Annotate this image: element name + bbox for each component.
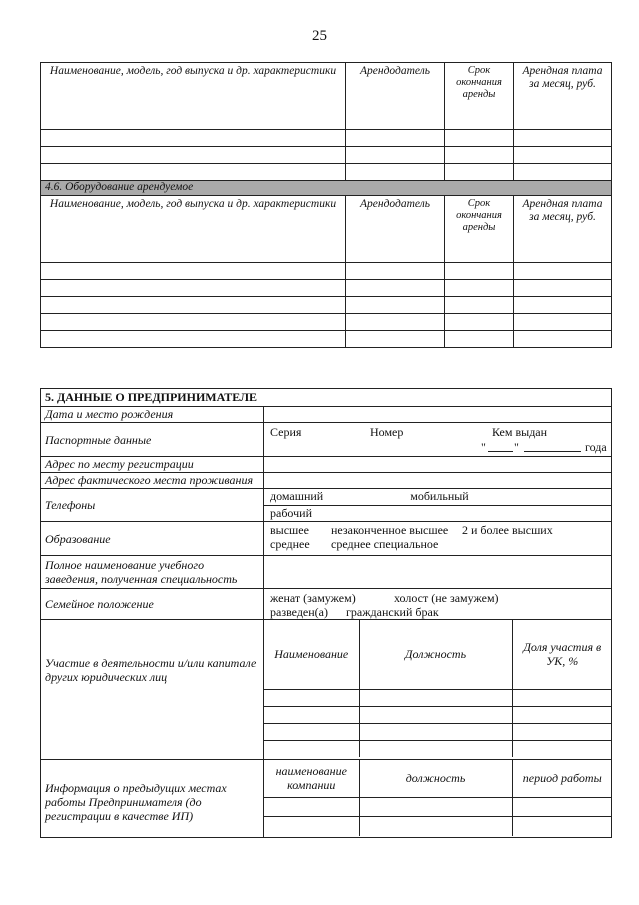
phone-home-label: домашний: [270, 489, 324, 503]
education-label: Образование: [41, 522, 264, 556]
marital-label: Семейное положение: [41, 589, 264, 620]
col-header-participation-share: Доля участия в УК, %: [512, 620, 612, 689]
col-header-prev-period: период работы: [512, 760, 612, 797]
col-header-name: Наименование, модель, год выпуска и др. характеристики: [41, 196, 346, 263]
table-row[interactable]: [264, 723, 612, 740]
table-row[interactable]: [41, 263, 612, 280]
reg-address-field[interactable]: [264, 457, 612, 473]
birth-label: Дата и место рождения: [41, 407, 264, 423]
reg-address-label: Адрес по месту регистрации: [41, 457, 264, 473]
actual-address-field[interactable]: [264, 473, 612, 489]
page-number: 25: [312, 28, 327, 44]
table-row[interactable]: [41, 280, 612, 297]
edu-secondary-special-option[interactable]: среднее специальное: [331, 537, 439, 551]
passport-field[interactable]: [264, 423, 612, 457]
col-header-name: Наименование, модель, год выпуска и др. характеристики: [41, 63, 346, 130]
phones-label: Телефоны: [41, 489, 264, 522]
section-title: 5. ДАННЫЕ О ПРЕДПРИНИМАТЕЛЕ: [41, 389, 612, 407]
passport-number-label: Номер: [370, 425, 404, 439]
col-header-prev-position: должность: [359, 760, 512, 797]
edu-higher-option[interactable]: высшее: [270, 523, 309, 537]
participation-label: Участие в деятельности и/или капитале других юридических лиц: [41, 620, 264, 760]
marital-divorced-option[interactable]: разведен(а): [270, 605, 329, 619]
col-header-lessor: Арендодатель: [346, 196, 445, 263]
institution-field[interactable]: [264, 556, 612, 589]
table-row[interactable]: [41, 314, 612, 331]
marital-options[interactable]: [264, 589, 612, 620]
phone-mobile-label: мобильный: [410, 489, 469, 503]
passport-month-line[interactable]: [524, 451, 581, 452]
table-row[interactable]: [264, 689, 612, 706]
equipment-section-title: 4.6. Оборудование арендуемое: [41, 181, 612, 196]
actual-address-label: Адрес фактического места проживания: [41, 473, 264, 489]
birth-field[interactable]: [264, 407, 612, 423]
col-header-lessor: Арендодатель: [346, 63, 445, 130]
phone-work-label: рабочий: [270, 505, 312, 520]
lease-table-top: [40, 62, 612, 348]
marital-single-option[interactable]: холост (не замужем): [394, 591, 499, 605]
edu-incomplete-option[interactable]: незаконченное высшее: [331, 523, 449, 537]
passport-date-quote-open: ": [481, 440, 486, 454]
entrepreneur-table: [40, 388, 612, 838]
col-header-term: Срок окончания аренды: [445, 63, 514, 130]
education-options[interactable]: [264, 522, 612, 556]
edu-two-higher-option[interactable]: 2 и более высших: [462, 523, 553, 537]
passport-label: Паспортные данные: [41, 423, 264, 457]
table-row[interactable]: [264, 740, 612, 757]
passport-series-label: Серия: [270, 425, 302, 439]
col-header-participation-position: Должность: [359, 620, 512, 689]
table-row[interactable]: [41, 297, 612, 314]
marital-civil-option[interactable]: гражданский брак: [346, 605, 439, 619]
col-header-rent: Арендная плата за месяц, руб.: [514, 196, 612, 263]
passport-year-label: года: [585, 440, 607, 454]
table-row[interactable]: [41, 130, 612, 147]
table-row[interactable]: [264, 706, 612, 723]
marital-married-option[interactable]: женат (замужем): [270, 591, 356, 605]
institution-label: Полное наименование учебного заведения, полученная специальность: [41, 556, 264, 589]
passport-day-line[interactable]: [488, 451, 513, 452]
edu-secondary-option[interactable]: среднее: [270, 537, 310, 551]
table-row[interactable]: [264, 816, 612, 836]
table-row[interactable]: [41, 164, 612, 181]
col-header-term: Срок окончания аренды: [445, 196, 514, 263]
table-row[interactable]: [264, 797, 612, 816]
passport-issued-label: Кем выдан: [492, 425, 548, 439]
col-header-prev-company: наименование компании: [264, 760, 359, 797]
table-row[interactable]: [41, 147, 612, 164]
prev-work-label: Информация о предыдущих местах работы Предпринимателя (до регистрации в качестве ИП): [41, 760, 264, 838]
col-header-rent: Арендная плата за месяц, руб.: [514, 63, 612, 130]
table-row[interactable]: [41, 331, 612, 348]
col-header-participation-name: Наименование: [264, 620, 359, 689]
passport-date-quote-close: ": [514, 440, 519, 454]
